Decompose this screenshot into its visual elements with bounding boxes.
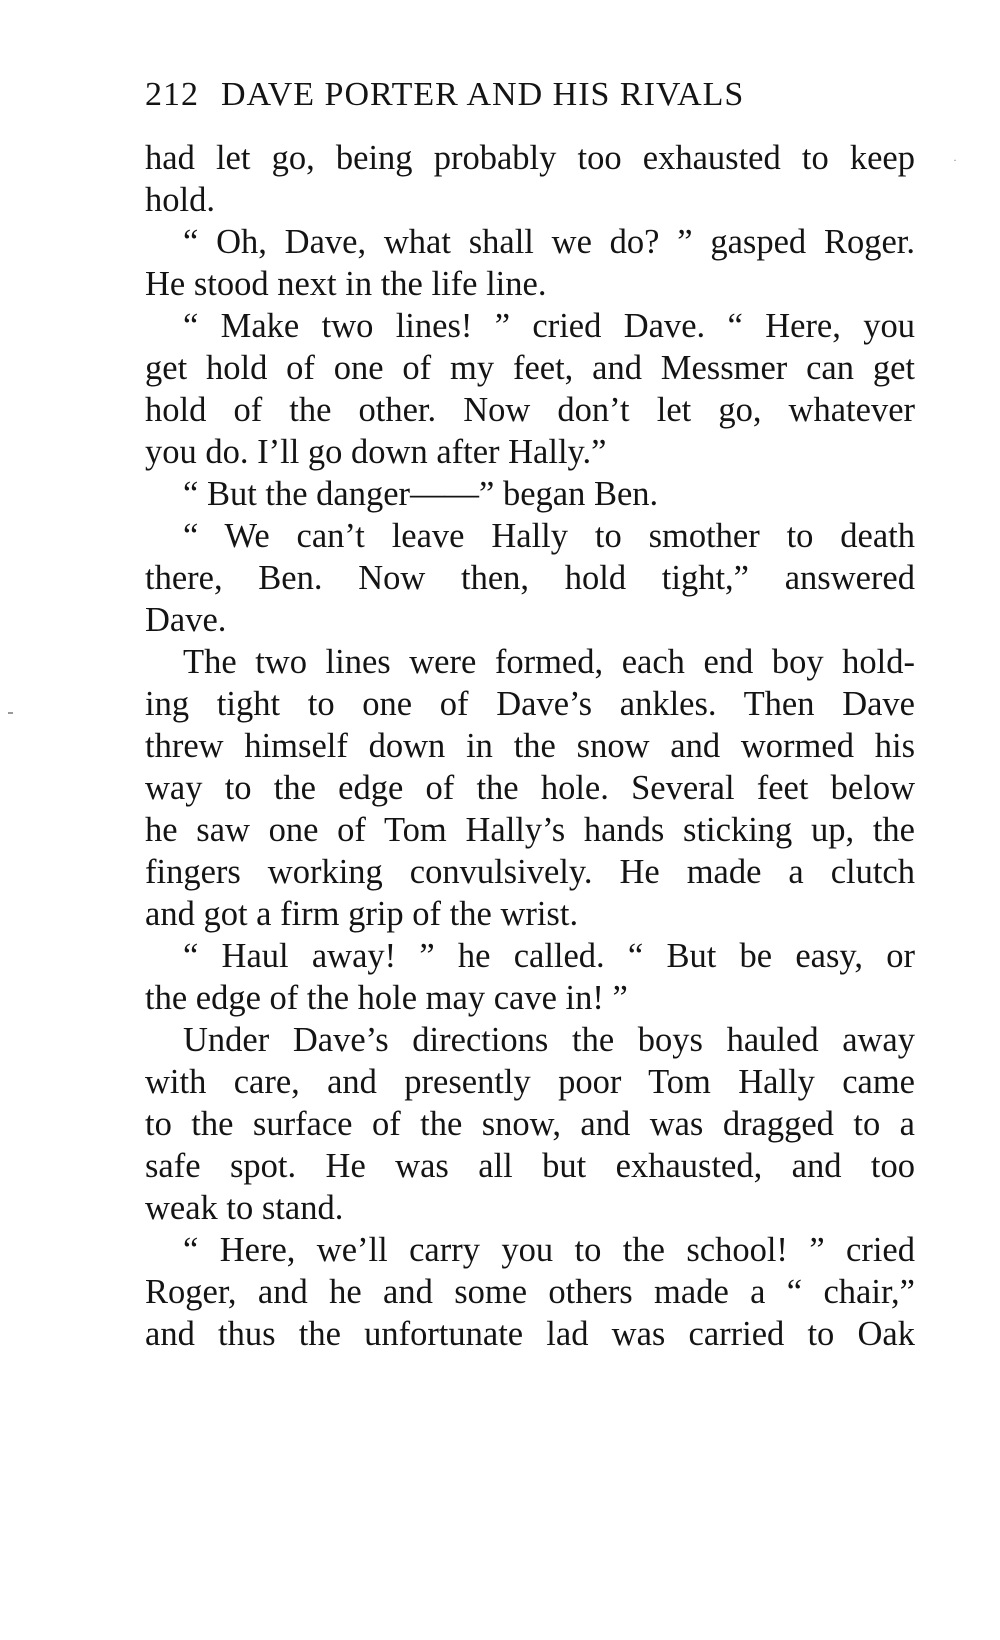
text-line: and got a firm grip of the wrist. [145,895,579,933]
text-line: “ We can’t leave Hally to smother to death [183,517,915,555]
text-line: had let go, being probably too exhausted to keep [145,139,915,177]
text-line: way to the edge of the hole. Several feet below [145,769,915,807]
text-line: Dave. [145,601,227,639]
text-line: safe spot. He was all but exhausted, and too [145,1147,915,1185]
text-line: hold. [145,181,215,219]
page-number: 212 [145,76,199,113]
margin-mark [8,712,13,714]
text-line: he saw one of Tom Hally’s hands sticking up, the [145,811,915,849]
text-line: fingers working convulsively. He made a clutch [145,853,915,891]
running-title: DAVE PORTER AND HIS RIVALS [221,76,745,113]
text-line: get hold of one of my feet, and Messmer can get [145,349,915,387]
text-line: there, Ben. Now then, hold tight,” answered [145,559,915,597]
text-line: “ Haul away! ” he called. “ But be easy, or [183,937,915,975]
text-line: “ But the danger——” began Ben. [183,475,659,513]
text-line: “ Make two lines! ” cried Dave. “ Here, you [183,307,915,345]
print-speck: · [953,153,957,167]
text-line: to the surface of the snow, and was dragged to a [145,1105,915,1143]
text-line: Roger, and he and some others made a “ chair,” [145,1273,915,1311]
text-line: threw himself down in the snow and wormed his [145,727,915,765]
text-line: The two lines were formed, each end boy hold- [183,643,915,681]
body-text [145,137,915,1355]
text-line: hold of the other. Now don’t let go, whatever [145,391,915,429]
text-line: ing tight to one of Dave’s ankles. Then Dave [145,685,915,723]
text-line: with care, and presently poor Tom Hally came [145,1063,915,1101]
text-line: Under Dave’s directions the boys hauled away [183,1021,915,1059]
text-line: He stood next in the life line. [145,265,547,303]
text-line: the edge of the hole may cave in! ” [145,979,628,1017]
text-line: you do. I’ll go down after Hally.” [145,433,607,471]
running-head [145,76,925,114]
text-line: weak to stand. [145,1189,344,1227]
text-line: “ Oh, Dave, what shall we do? ” gasped Roger. [183,223,915,261]
text-line: and thus the unfortunate lad was carried to Oak [145,1315,915,1353]
text-line: “ Here, we’ll carry you to the school! ” cried [183,1231,915,1269]
